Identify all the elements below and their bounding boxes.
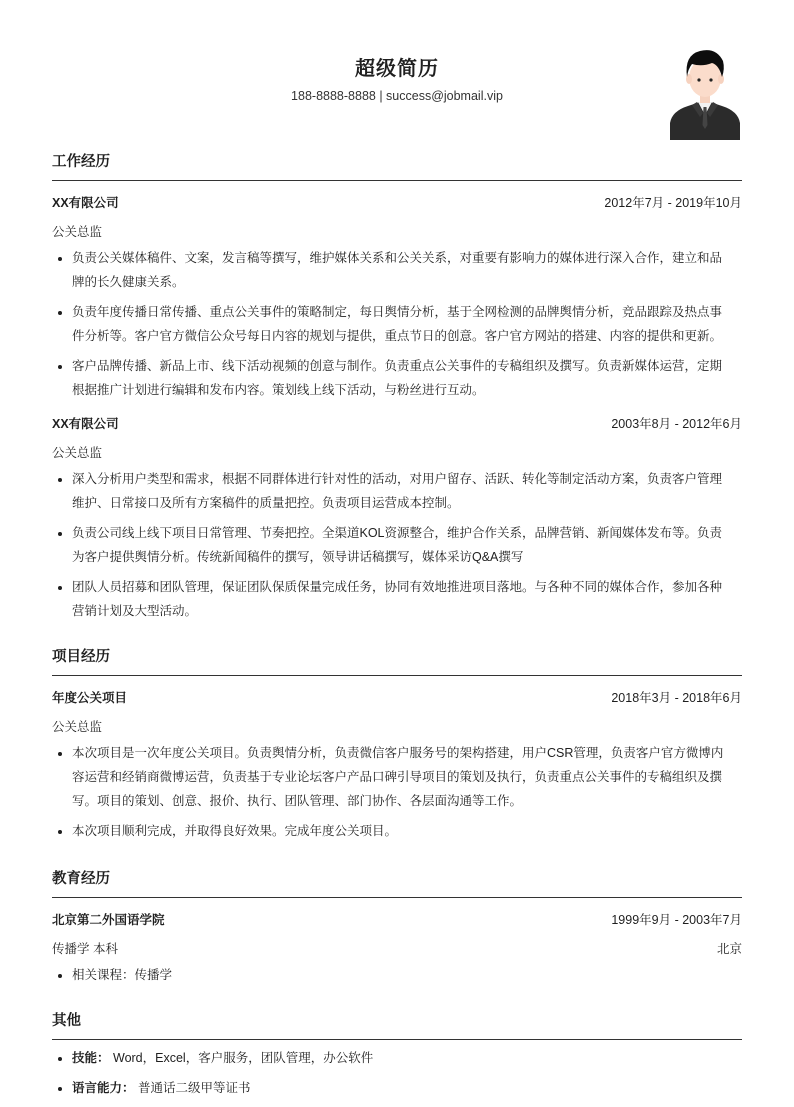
work-section (52, 150, 742, 623)
job-title: 公关总监 (52, 225, 103, 239)
contact-info: 188-8888-8888 | success@jobmail.vip (291, 89, 503, 103)
resume-header (52, 0, 742, 150)
job-title: 公关总监 (52, 446, 103, 460)
project-bullets (52, 741, 742, 843)
list-item: • 本次项目是一次年度公关项目。负责舆情分析，负责微信客户服务号的架构搭建，用户CSR管理，负责客户官方微博内容运营和经销商微博运营，负责基于专业论坛客户产品口碑引导项目的策划及执行，负责重点公关事件的专稿组织及撰写。项目的策划、创意、报价、执行、团队管理、部门协作、各层面沟通等工作。 (72, 741, 742, 813)
education-period: 1999年9月 - 2003年7月 (611, 913, 742, 927)
section-title: 教育经历 (52, 867, 742, 898)
project-entry-header (52, 688, 742, 706)
education-section (52, 867, 742, 987)
list-item (72, 1076, 742, 1100)
work-period: 2003年8月 - 2012年6月 (611, 417, 742, 431)
work-role-row (52, 222, 742, 240)
education-degree-row (52, 939, 742, 957)
work-bullets (52, 246, 742, 402)
section-title: 工作经历 (52, 150, 742, 181)
work-entry-header (52, 193, 742, 211)
list-item: • 深入分析用户类型和需求，根据不同群体进行针对性的活动，对用户留存、活跃、转化等制定活动方案，负责客户管理维护、日常接口及所有方案稿件的质量把控。负责项目运营成本控制。 (72, 467, 742, 515)
degree: 传播学 本科 (52, 942, 118, 956)
work-period: 2012年7月 - 2019年10月 (604, 196, 742, 210)
work-entry-header (52, 414, 742, 432)
list-item: • 负责公司线上线下项目日常管理、节奏把控。全渠道KOL资源整合，维护合作关系，品牌营销、新闻媒体发布等。负责为客户提供舆情分析。传统新闻稿件的撰写，领导讲话稿撰写，媒体采访Q&A撰写 (72, 521, 742, 569)
other-section (52, 1009, 742, 1100)
work-bullets (52, 467, 742, 623)
section-title: 其他 (52, 1009, 742, 1040)
section-title: 项目经历 (52, 645, 742, 676)
list-item (72, 1046, 742, 1070)
projects-section (52, 645, 742, 843)
company-name: XX有限公司 (52, 196, 119, 210)
list-item: • 相关课程：传播学 (72, 963, 742, 987)
education-bullets (52, 963, 742, 987)
item-value: 普通话二级甲等证书 (138, 1081, 251, 1095)
project-period: 2018年3月 - 2018年6月 (611, 691, 742, 705)
item-label: 语言能力： (72, 1081, 135, 1095)
list-item: • 负责公关媒体稿件、文案，发言稿等撰写，维护媒体关系和公关关系，对重要有影响力的媒体进行深入合作，建立和品牌的长久健康关系。 (72, 246, 742, 294)
work-role-row (52, 443, 742, 461)
person-avatar-icon (670, 45, 740, 140)
list-item: • 负责年度传播日常传播、重点公关事件的策略制定，每日舆情分析，基于全网检测的品牌舆情分析，竞品跟踪及热点事件分析等。客户官方微信公众号每日内容的规划与提供，重点节日的创意。客户官方网站的搭建、内容的提供和更新。 (72, 300, 742, 348)
location: 北京 (716, 942, 742, 956)
school-name: 北京第二外国语学院 (52, 913, 165, 927)
resume-name: 超级简历 (355, 58, 439, 80)
resume-page (52, 0, 742, 1100)
list-item: • 客户品牌传播、新品上市、线下活动视频的创意与制作。负责重点公关事件的专稿组织及撰写。负责新媒体运营，定期根据推广计划进行编辑和发布内容。策划线上线下活动，与粉丝进行互动。 (72, 354, 742, 402)
item-label: 技能： (72, 1051, 110, 1065)
project-role-row (52, 717, 742, 735)
project-name: 年度公关项目 (52, 691, 128, 705)
education-entry-header (52, 910, 742, 928)
item-value: Word，Excel，客户服务，团队管理，办公软件 (113, 1051, 374, 1065)
list-item: • 团队人员招募和团队管理，保证团队保质保量完成任务，协同有效地推进项目落地。与各种不同的媒体合作，参加各种营销计划及大型活动。 (72, 575, 742, 623)
project-role: 公关总监 (52, 720, 103, 734)
company-name: XX有限公司 (52, 417, 119, 431)
other-bullets (52, 1046, 742, 1100)
list-item: • 本次项目顺利完成，并取得良好效果。完成年度公关项目。 (72, 819, 742, 843)
